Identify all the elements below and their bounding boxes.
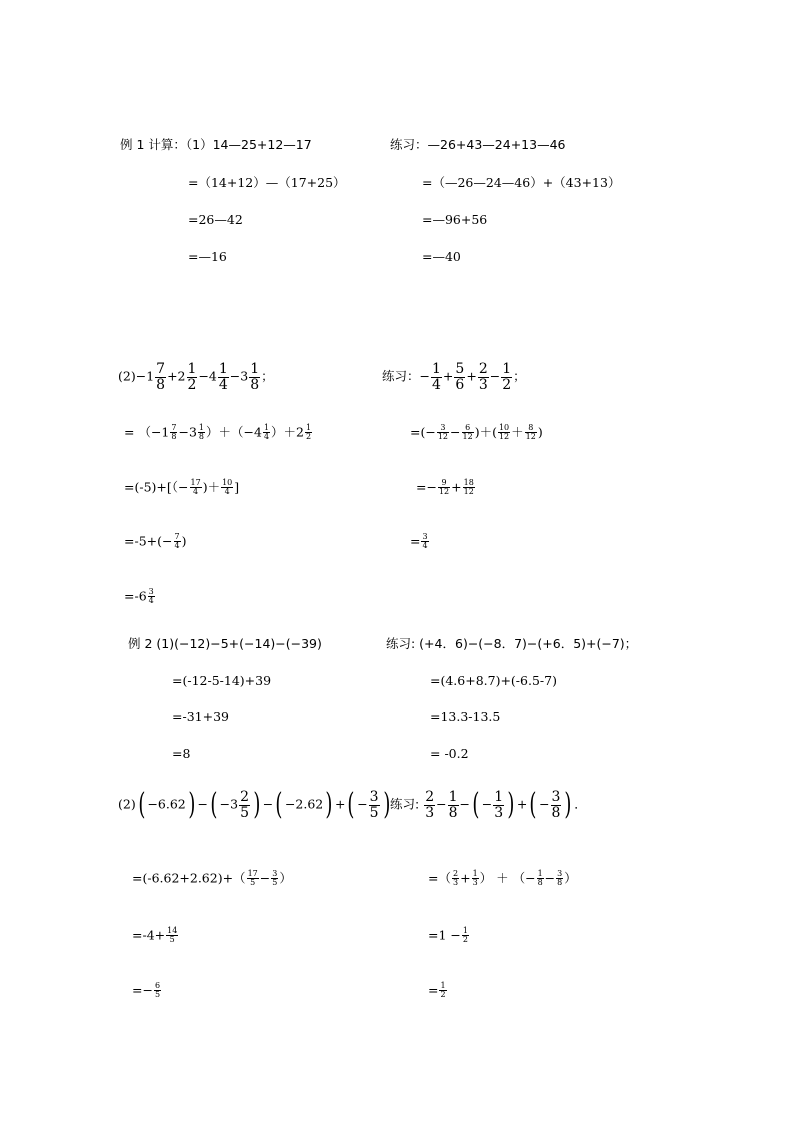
ex1b-practice-step2: =− $\frac{9}{12}$ + $\frac{18}{12}$ (416, 478, 474, 497)
ex2-problem: 例 2 (1)(−12)−5+(−14)−(−39) (128, 636, 322, 651)
ex2b-problem: (2)( −6.62) −( −3 $\frac{2}{5}$ ) −( −2.62) +( − $\frac{3}{5}$ ) (118, 787, 390, 823)
ex1b-practice-problem: 练习：− $\frac{1}{4}$ + $\frac{5}{6}$ + $\frac{2}{3}$ − $\frac{1}{2}$ ； (382, 361, 526, 393)
ex1-step2: =26—42 (188, 212, 243, 227)
ex2-practice-step2: =13.3-13.5 (430, 709, 501, 724)
ex1b-step4: =-6 $\frac{3}{4}$ (124, 587, 154, 606)
ex1b-step2: =(-5)+[（− $\frac{17}{4}$ )＋ $\frac{10}{4}$ ] (124, 478, 240, 497)
ex1-practice-step1: =（—26—24—46）+（43+13） (422, 175, 621, 190)
ex1-practice-step2: =—96+56 (422, 212, 488, 227)
ex2b-practice-step3: = $\frac{1}{2}$ (428, 981, 446, 1000)
ex2b-practice-step1: =（ $\frac{2}{3}$ + $\frac{1}{3}$ ） ＋ （− $\frac{1}{8}$ − $\frac{3}{8}$ ） (428, 869, 577, 888)
ex2-step2: =-31+39 (172, 709, 229, 724)
ex1b-practice-step3: = $\frac{3}{4}$ (410, 532, 428, 551)
ex2-practice-step1: =(4.6+8.7)+(-6.5-7) (430, 673, 557, 688)
ex1-practice-problem: 练习：—26+43—24+13—46 (390, 137, 566, 152)
ex2b-practice-step2: =1 − $\frac{1}{2}$ (428, 926, 468, 945)
ex2b-step1: =(-6.62+2.62)+（ $\frac{17}{5}$ − $\frac{3}{5}$ ） (132, 869, 292, 888)
ex2-practice-problem: 练习: (+4．6)−(−8．7)−(+6．5)+(−7)； (386, 636, 638, 651)
ex1b-practice-step1: =(− $\frac{3}{12}$ − $\frac{6}{12}$ )＋( $\frac{10}{12}$ ＋ $\frac{8}{12}$ ) (410, 423, 543, 442)
ex1-step1: =（14+12）—（17+25） (188, 175, 346, 190)
ex2b-step2: =-4+ $\frac{14}{5}$ (132, 926, 178, 945)
ex2-step3: =8 (172, 746, 191, 761)
ex1-practice-step3: =—40 (422, 249, 461, 264)
ex1b-problem: (2)−1 $\frac{7}{8}$ +2 $\frac{1}{2}$ −4 $\frac{1}{4}$ −3 $\frac{1}{8}$ ； (118, 361, 274, 393)
ex1b-step3: =-5+(− $\frac{7}{4}$ ) (124, 532, 187, 551)
ex1b-step1: = （−1 $\frac{7}{8}$ −3 $\frac{1}{8}$ ）＋（−4 $\frac{1}{4}$ ）＋2 $\frac{1}{2}$ (124, 423, 312, 442)
ex2-practice-step3: = -0.2 (430, 746, 469, 761)
ex2b-practice-problem: 练习: $\frac{2}{3}$ − $\frac{1}{8}$ −( − $\frac{1}{3}$ ) +( − $\frac{3}{8}$ ) ． (390, 787, 587, 823)
ex2-step1: =(-12-5-14)+39 (172, 673, 272, 688)
ex1-problem: 例 1 计算：（1）14—25+12—17 (120, 137, 312, 152)
ex2b-step3: =− $\frac{6}{5}$ (132, 981, 161, 1000)
ex1-step3: =—16 (188, 249, 227, 264)
